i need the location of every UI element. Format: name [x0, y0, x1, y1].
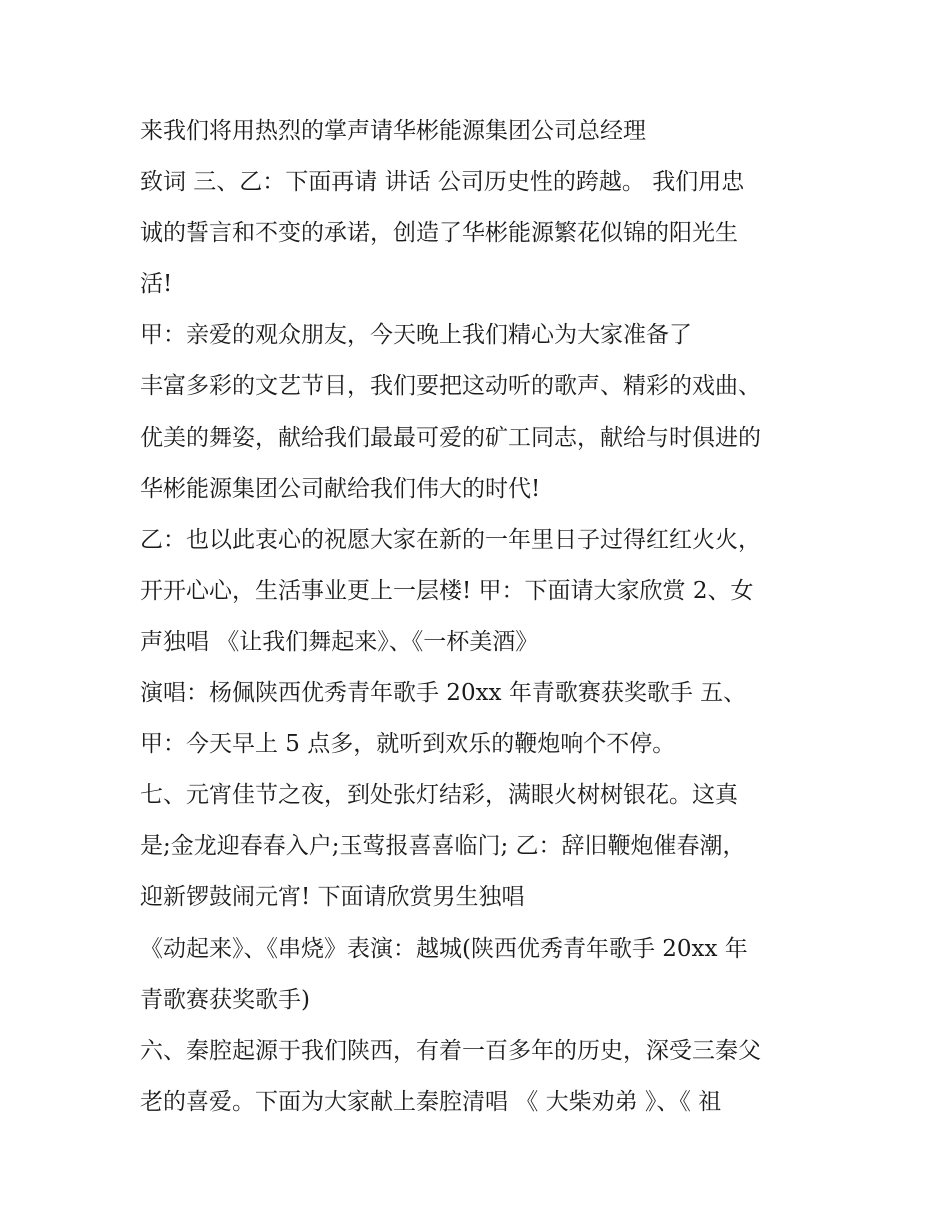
document-body: [140, 106, 830, 1128]
text-line-10: 开开心心，生活事业更上一层楼! 甲：下面请大家欣赏 2、女: [140, 577, 754, 604]
text-line-19: 六、秦腔起源于我们陕西，有着一百多年的历史，深受三秦父: [140, 1037, 761, 1064]
text-line-12: 演唱：杨佩陕西优秀青年歌手 20xx 年青歌赛获奖歌手 五、: [140, 680, 747, 707]
text-line-15: 是;金龙迎春春入户;玉莺报喜喜临门; 乙：辞旧鞭炮催春潮，: [140, 833, 746, 860]
text-line-17: 《动起来》、《串烧》表演：越城(陕西优秀青年歌手 20xx 年: [140, 935, 748, 962]
text-line-18: 青歌赛获奖歌手): [140, 986, 310, 1013]
text-line-20: 老的喜爱。下面为大家献上秦腔清唱 《 大柴劝弟 》、《 祖: [140, 1088, 722, 1115]
text-line-2: 致词 三、乙：下面再请 讲话 公司历史性的跨越。 我们用忠: [140, 169, 745, 196]
text-line-7: 优美的舞姿，献给我们最最可爱的矿工同志，献给与时俱进的: [140, 424, 761, 451]
text-line-9: 乙：也以此衷心的祝愿大家在新的一年里日子过得红红火火，: [140, 526, 761, 553]
text-line-16: 迎新锣鼓闹元宵! 下面请欣赏男生独唱: [140, 884, 525, 911]
text-line-5: 甲：亲爱的观众朋友，今天晚上我们精心为大家准备了: [140, 322, 692, 349]
text-line-14: 七、元宵佳节之夜，到处张灯结彩，满眼火树树银花。这真: [140, 782, 738, 809]
text-line-11: 声独唱 《让我们舞起来》、《一杯美酒》: [140, 628, 539, 655]
text-line-6: 丰富多彩的文艺节目，我们要把这动听的歌声、精彩的戏曲、: [140, 373, 761, 400]
text-line-8: 华彬能源集团公司献给我们伟大的时代!: [140, 475, 541, 502]
text-line-3: 诚的誓言和不变的承诺，创造了华彬能源繁花似锦的阳光生: [140, 220, 738, 247]
text-line-4: 活!: [140, 271, 173, 298]
text-line-13: 甲：今天早上 5 点多，就听到欢乐的鞭炮响个不停。: [140, 731, 676, 758]
text-line-1: 来我们将用热烈的掌声请华彬能源集团公司总经理: [140, 118, 646, 144]
